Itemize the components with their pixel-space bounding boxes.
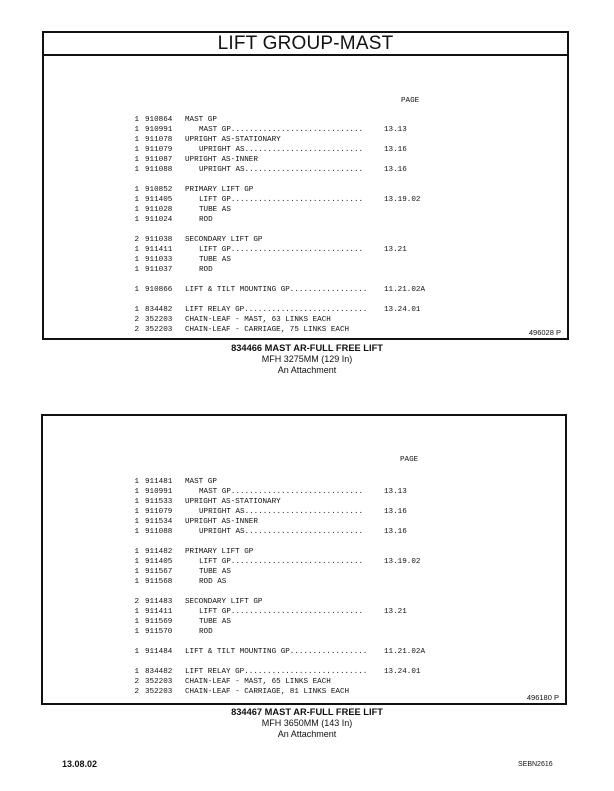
part-row: [128, 557, 425, 567]
part-quantity: 2: [134, 236, 139, 244]
page-reference: 13.16: [384, 166, 407, 174]
part-quantity: 1: [134, 166, 139, 174]
part-number: 352203: [145, 316, 173, 324]
part-row: [128, 205, 425, 215]
page-reference: 11.21.02A: [384, 648, 426, 656]
part-number: 910852: [145, 186, 173, 194]
part-row: [128, 245, 425, 255]
part-quantity: 1: [134, 306, 139, 314]
caption-model: 834466 MAST AR-FULL FREE LIFT: [231, 343, 383, 353]
row-spacer: [128, 275, 425, 285]
row-spacer: [128, 657, 425, 667]
part-quantity: 1: [134, 648, 139, 656]
page-reference: 13.21: [384, 608, 407, 616]
part-description: PRIMARY LIFT GP: [185, 186, 254, 194]
part-description: SECONDARY LIFT GP: [185, 236, 263, 244]
part-number: 911088: [145, 166, 173, 174]
part-description: UPRIGHT AS-STATIONARY: [185, 498, 281, 506]
part-quantity: 1: [134, 518, 139, 526]
part-description: LIFT RELAY GP...........................: [185, 668, 368, 676]
part-number: 911533: [145, 498, 173, 506]
part-row: [128, 507, 425, 517]
part-number: 911079: [145, 146, 173, 154]
part-number: 911087: [145, 156, 173, 164]
page-column-header: PAGE: [401, 97, 420, 105]
part-row: [128, 497, 425, 507]
part-quantity: 1: [134, 266, 139, 274]
part-number: 911484: [145, 648, 173, 656]
part-row: [128, 567, 425, 577]
part-quantity: 2: [134, 688, 139, 696]
part-row: [128, 155, 425, 165]
part-quantity: 1: [134, 216, 139, 224]
part-number: 911481: [145, 478, 173, 486]
part-number: 911088: [145, 528, 173, 536]
part-description: LIFT RELAY GP...........................: [185, 306, 368, 314]
parts-list-2: [128, 477, 425, 697]
part-row: [128, 185, 425, 195]
part-quantity: 2: [134, 326, 139, 334]
part-description: UPRIGHT AS..........................: [199, 166, 364, 174]
part-row: [128, 547, 425, 557]
parts-list-1: [128, 115, 425, 335]
parts-list-box-2: [41, 414, 567, 705]
part-quantity: 1: [134, 628, 139, 636]
part-description: CHAIN-LEAF - CARRIAGE, 81 LINKS EACH: [185, 688, 350, 696]
part-number: 911033: [145, 256, 173, 264]
page-reference: 13.16: [384, 528, 407, 536]
part-row: [128, 517, 425, 527]
part-description: UPRIGHT AS..........................: [199, 508, 364, 516]
part-number: 911028: [145, 206, 173, 214]
part-description: UPRIGHT AS-INNER: [185, 156, 258, 164]
part-quantity: 2: [134, 316, 139, 324]
part-quantity: 1: [134, 186, 139, 194]
row-spacer: [128, 637, 425, 647]
part-row: [128, 265, 425, 275]
part-quantity: 1: [134, 508, 139, 516]
part-quantity: 1: [134, 618, 139, 626]
page-title: LIFT GROUP-MAST: [44, 33, 567, 56]
caption-mfh: MFH 3650MM (143 In): [261, 718, 353, 728]
part-number: 352203: [145, 326, 173, 334]
part-quantity: 1: [134, 608, 139, 616]
part-number: 911037: [145, 266, 173, 274]
part-number: 834482: [145, 306, 173, 314]
part-description: LIFT GP.............................: [199, 246, 364, 254]
row-spacer: [128, 295, 425, 305]
illustration-serial: 496028 P: [528, 328, 561, 337]
part-quantity: 2: [134, 598, 139, 606]
part-row: [128, 285, 425, 295]
page-column-header: PAGE: [400, 456, 419, 464]
part-quantity: 1: [134, 558, 139, 566]
part-description: CHAIN-LEAF - MAST, 65 LINKS EACH: [185, 678, 331, 686]
part-number: 910991: [145, 488, 173, 496]
part-description: LIFT & TILT MOUNTING GP.................: [185, 286, 368, 294]
caption-mfh: MFH 3275MM (129 In): [261, 354, 353, 364]
part-number: 910991: [145, 126, 173, 134]
part-quantity: 1: [134, 156, 139, 164]
part-row: [128, 305, 425, 315]
part-description: LIFT & TILT MOUNTING GP.................: [185, 648, 368, 656]
part-row: [128, 215, 425, 225]
part-row: [128, 617, 425, 627]
part-quantity: 2: [134, 678, 139, 686]
caption-model: 834467 MAST AR-FULL FREE LIFT: [231, 707, 383, 717]
parts-list-box-1: [42, 31, 569, 340]
part-number: 911405: [145, 558, 173, 566]
part-description: MAST GP.............................: [199, 488, 364, 496]
part-row: [128, 315, 425, 325]
part-quantity: 1: [134, 196, 139, 204]
part-row: [128, 145, 425, 155]
part-number: 911078: [145, 136, 173, 144]
part-description: ROD AS: [199, 578, 227, 586]
part-number: 911483: [145, 598, 173, 606]
page-reference: 13.19.02: [384, 558, 421, 566]
part-description: TUBE AS: [199, 618, 231, 626]
part-description: LIFT GP.............................: [199, 196, 364, 204]
part-description: TUBE AS: [199, 568, 231, 576]
part-quantity: 1: [134, 548, 139, 556]
part-description: MAST GP.............................: [199, 126, 364, 134]
part-description: ROD: [199, 628, 213, 636]
part-row: [128, 487, 425, 497]
part-description: ROD: [199, 266, 213, 274]
page-reference: 13.16: [384, 146, 407, 154]
part-quantity: 1: [134, 116, 139, 124]
part-row: [128, 477, 425, 487]
part-number: 911405: [145, 196, 173, 204]
part-number: 352203: [145, 678, 173, 686]
part-description: MAST GP: [185, 116, 217, 124]
part-number: 911079: [145, 508, 173, 516]
part-description: SECONDARY LIFT GP: [185, 598, 263, 606]
part-description: TUBE AS: [199, 256, 231, 264]
part-quantity: 1: [134, 136, 139, 144]
row-spacer: [128, 537, 425, 547]
caption-2: [0, 707, 614, 740]
part-description: CHAIN-LEAF - MAST, 63 LINKS EACH: [185, 316, 331, 324]
part-quantity: 1: [134, 246, 139, 254]
part-number: 911038: [145, 236, 173, 244]
part-row: [128, 597, 425, 607]
caption-note: An Attachment: [277, 729, 337, 739]
part-quantity: 1: [134, 498, 139, 506]
part-row: [128, 577, 425, 587]
page-reference: 13.24.01: [384, 306, 421, 314]
part-quantity: 1: [134, 578, 139, 586]
part-description: UPRIGHT AS-STATIONARY: [185, 136, 281, 144]
part-quantity: 1: [134, 488, 139, 496]
part-number: 834482: [145, 668, 173, 676]
part-number: 911411: [145, 608, 173, 616]
part-number: 910864: [145, 116, 173, 124]
part-description: UPRIGHT AS-INNER: [185, 518, 258, 526]
part-description: CHAIN-LEAF - CARRIAGE, 75 LINKS EACH: [185, 326, 350, 334]
part-quantity: 1: [134, 668, 139, 676]
part-row: [128, 325, 425, 335]
part-row: [128, 627, 425, 637]
page-reference: 13.21: [384, 246, 407, 254]
page-reference: 13.24.01: [384, 668, 421, 676]
part-row: [128, 195, 425, 205]
part-number: 911567: [145, 568, 173, 576]
part-number: 911568: [145, 578, 173, 586]
part-number: 352203: [145, 688, 173, 696]
part-row: [128, 687, 425, 697]
row-spacer: [128, 225, 425, 235]
part-row: [128, 165, 425, 175]
part-number: 911411: [145, 246, 173, 254]
part-description: UPRIGHT AS..........................: [199, 146, 364, 154]
part-row: [128, 667, 425, 677]
page-reference: 13.13: [384, 488, 407, 496]
caption-1: [0, 343, 614, 376]
part-quantity: 1: [134, 478, 139, 486]
page-number: 13.08.02: [62, 759, 98, 769]
page-reference: 11.21.02A: [384, 286, 426, 294]
document-code: SEBN2616: [518, 761, 553, 768]
part-number: 910866: [145, 286, 173, 294]
part-row: [128, 647, 425, 657]
part-description: LIFT GP.............................: [199, 558, 364, 566]
page-reference: 13.13: [384, 126, 407, 134]
caption-note: An Attachment: [277, 365, 337, 375]
part-row: [128, 677, 425, 687]
page-reference: 13.19.02: [384, 196, 421, 204]
part-description: LIFT GP.............................: [199, 608, 364, 616]
part-number: 911482: [145, 548, 173, 556]
part-description: PRIMARY LIFT GP: [185, 548, 254, 556]
part-quantity: 1: [134, 286, 139, 294]
part-row: [128, 235, 425, 245]
part-row: [128, 527, 425, 537]
part-row: [128, 135, 425, 145]
row-spacer: [128, 175, 425, 185]
part-quantity: 1: [134, 146, 139, 154]
part-description: TUBE AS: [199, 206, 231, 214]
part-row: [128, 115, 425, 125]
part-number: 911569: [145, 618, 173, 626]
row-spacer: [128, 587, 425, 597]
page-reference: 13.16: [384, 508, 407, 516]
part-number: 911570: [145, 628, 173, 636]
part-quantity: 1: [134, 568, 139, 576]
part-quantity: 1: [134, 126, 139, 134]
part-row: [128, 607, 425, 617]
part-description: ROD: [199, 216, 213, 224]
part-number: 911534: [145, 518, 173, 526]
part-row: [128, 255, 425, 265]
part-description: MAST GP: [185, 478, 217, 486]
part-quantity: 1: [134, 206, 139, 214]
illustration-serial: 496180 P: [526, 693, 559, 702]
part-row: [128, 125, 425, 135]
part-description: UPRIGHT AS..........................: [199, 528, 364, 536]
part-number: 911024: [145, 216, 173, 224]
part-quantity: 1: [134, 256, 139, 264]
part-quantity: 1: [134, 528, 139, 536]
